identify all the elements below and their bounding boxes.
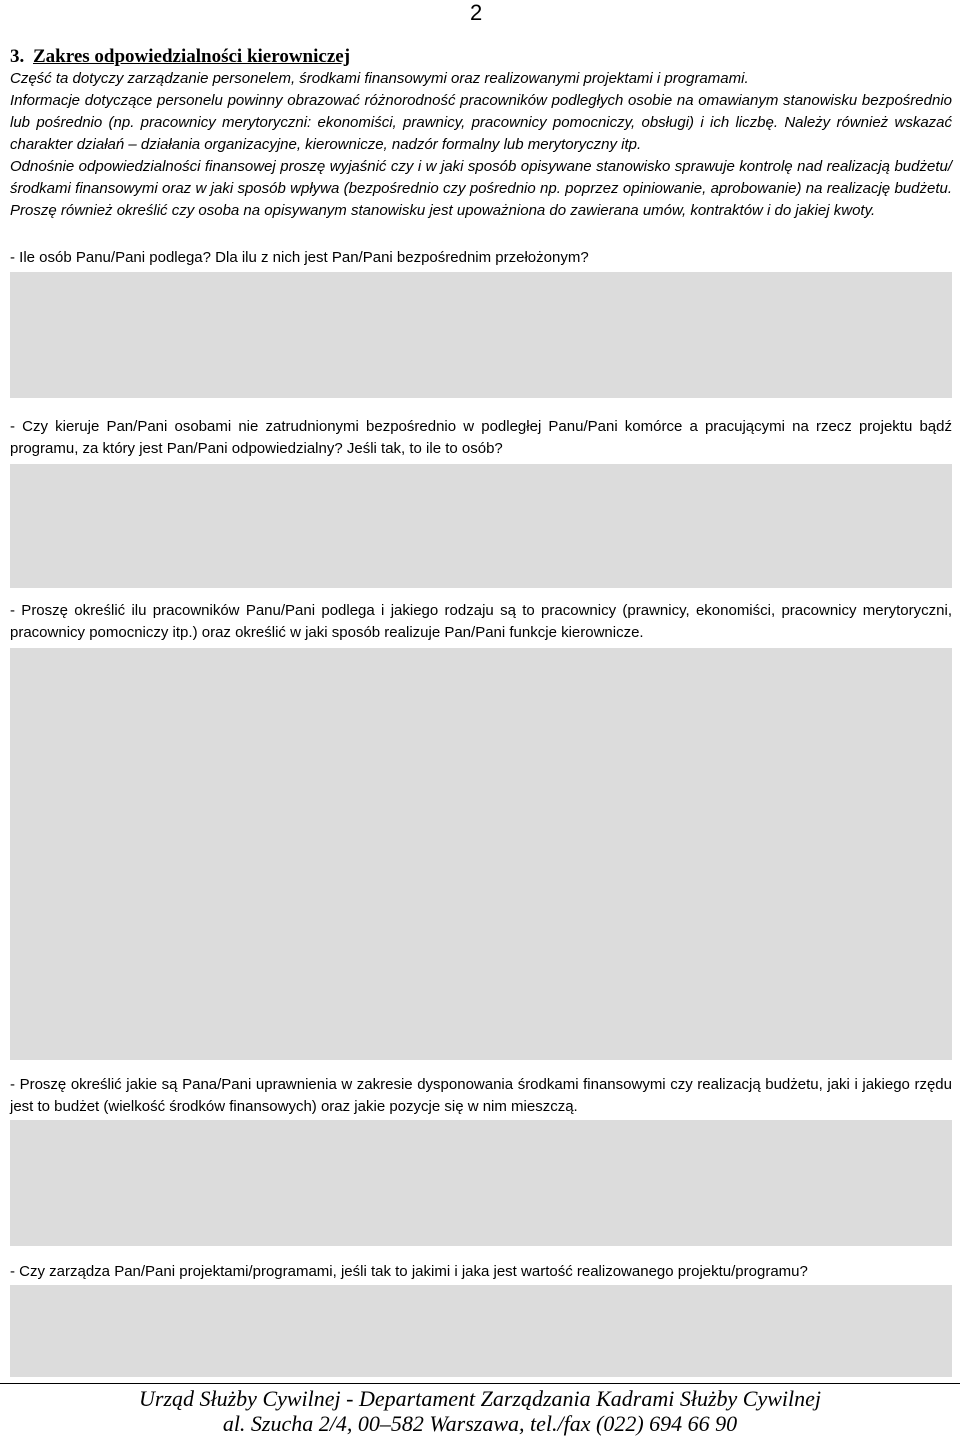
answer-box-2[interactable] — [10, 464, 952, 588]
intro-personnel-part1: Informacje dotyczące personelu powinny obrazować różnorodność pracowników podległych osobie na omawianym stanowisku bezpośrednio lub pośrednio (np. pracownicy merytoryczni: ekonomiści, prawnicy, pracownicy pomocniczy, obsługi) i ich liczbę. — [10, 92, 952, 131]
answer-box-4[interactable] — [10, 1120, 952, 1246]
intro-finance — [10, 156, 952, 222]
footer-address: al. Szucha 2/4, 00–582 Warszawa, tel./fax (022) 694 66 90 — [222, 1411, 738, 1436]
section-number: 3. — [10, 46, 25, 67]
footer-institution: Urząd Służby Cywilnej - Departament Zarządzania Kadrami Służby Cywilnej — [139, 1386, 821, 1411]
intro-finance-part1: Odnośnie odpowiedzialności finansowej proszę wyjaśnić czy i w jaki sposób opisywane stanowisko sprawuje kontrolę nad realizacją budżetu/środkami finansowymi oraz w jaki sposób wpływa (bezpośrednio czy pośrednio np. poprzez opiniowanie, aprobowanie) na realizację budżetu. — [10, 158, 952, 197]
answer-box-1[interactable] — [10, 272, 952, 398]
question-2 — [10, 416, 952, 460]
question-text: - Czy zarządza Pan/Pani projektami/programami, jeśli tak to jakimi i jaka jest wartość realizowanego projektu/programu? — [10, 1263, 808, 1280]
answer-box-3[interactable] — [10, 648, 952, 1060]
section-title: Zakres odpowiedzialności kierowniczej — [33, 46, 351, 67]
question-5 — [10, 1261, 952, 1283]
question-4 — [10, 1074, 952, 1118]
footer-divider — [0, 1383, 960, 1384]
question-text: - Proszę określić ilu pracowników Panu/Pani podlega i jakiego rodzaju są to pracownicy (prawnicy, ekonomiści, pracownicy merytoryczni, pracownicy pomocniczy itp.) oraz określić w jaki sposób realizuje Pan/Pani funkcje kierownicze. — [10, 602, 952, 641]
intro-line: Część ta dotyczy zarządzanie personelem, środkami finansowymi oraz realizowanymi projektami i programami. — [10, 70, 749, 87]
question-3 — [10, 600, 952, 644]
question-text: - Proszę określić jakie są Pana/Pani uprawnienia w zakresie dysponowania środkami finansowymi czy realizacją budżetu, jaki i jakiego rzędu jest to budżet (wielkość środków finansowych) oraz jakie pozycje się w nim mieszczą. — [10, 1076, 952, 1115]
question-text: - Ile osób Panu/Pani podlega? Dla ilu z nich jest Pan/Pani bezpośrednim przełożonym? — [10, 249, 589, 266]
intro-finance-part2: Proszę również określić czy osoba na opisywanym stanowisku jest upoważniona do zawierana umów, kontraktów i do jakiej kwoty. — [10, 202, 876, 219]
question-1 — [10, 247, 952, 269]
intro-personnel-part2: Należy również wskazać charakter działań – działania organizacyjne, kierownicze, nadzór formalny lub merytoryczny itp. — [10, 114, 953, 153]
intro-personnel — [10, 90, 952, 156]
section-heading — [10, 46, 350, 68]
answer-box-5[interactable] — [10, 1285, 952, 1377]
intro-text — [10, 68, 952, 222]
page-number: 2 — [470, 0, 483, 25]
question-text: - Czy kieruje Pan/Pani osobami nie zatrudnionymi bezpośrednio w podległej Panu/Pani komórce a pracującymi na rzecz projektu bądź programu, za który jest Pan/Pani odpowiedzialny? Jeśli tak, to ile to osób? — [10, 418, 952, 457]
